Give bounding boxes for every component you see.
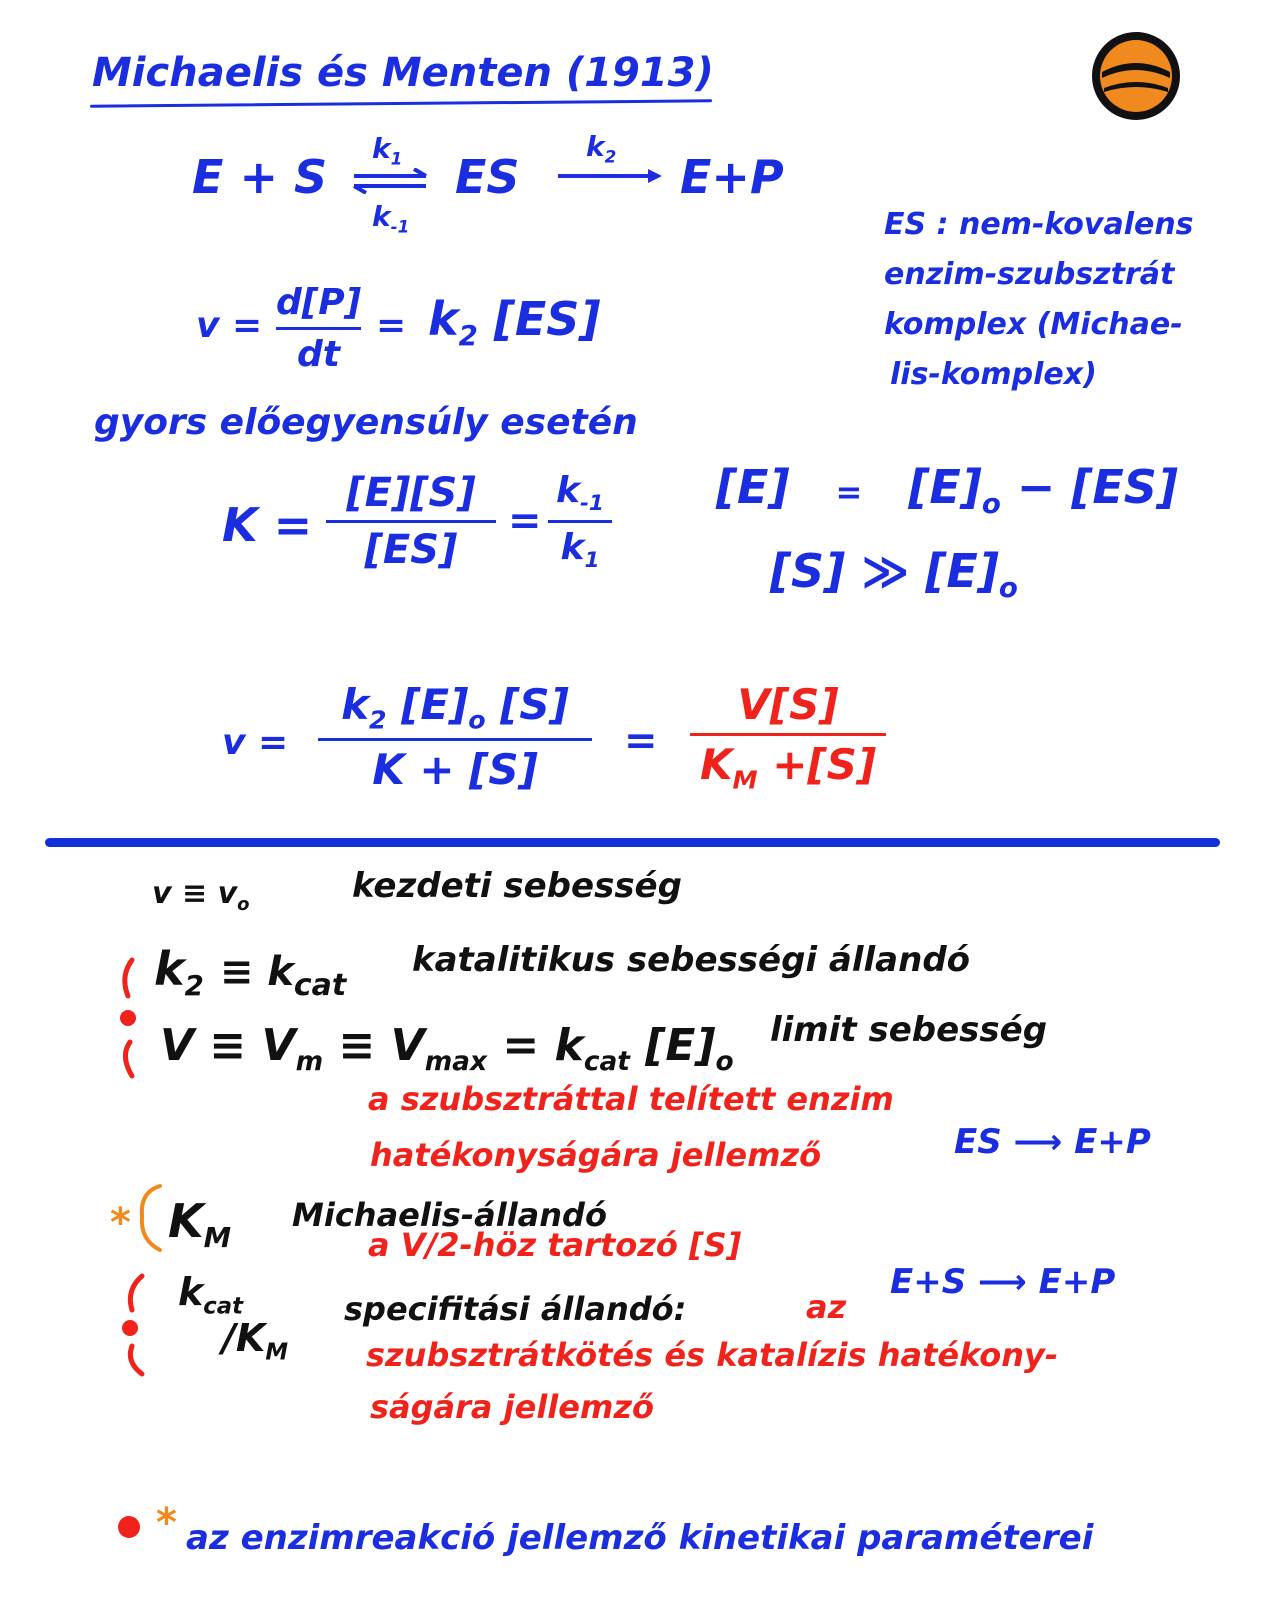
- spec-blue-reaction: E+S ⟶ E+P: [890, 1262, 1116, 1302]
- es-note: [884, 200, 1194, 400]
- fraction-bar: [548, 520, 612, 523]
- mm-eq-equals: =: [624, 718, 658, 764]
- rate-km1: $k_{-1}$: [372, 200, 410, 237]
- equilibrium-arrow-icon: [352, 168, 430, 194]
- v-def-lhs: $v \equiv v_o$: [152, 876, 250, 915]
- V-def-lhs: $V \equiv V_m \equiv V_{max} = k_{cat}$ $[E]_o$: [160, 1020, 734, 1077]
- V-red-line1: a szubsztráttal telített enzim: [368, 1080, 894, 1118]
- fraction-bar: [690, 733, 886, 736]
- V-blue-reaction: ES ⟶ E+P: [954, 1122, 1151, 1162]
- rate-eq-rhs: $k_2$ [ES]: [428, 292, 601, 353]
- reaction-left: E + S: [192, 150, 328, 204]
- mm-eq-num: $k_2$ $[E]_o$ [S]: [341, 680, 569, 735]
- fraction-bar: [318, 738, 592, 741]
- K-eq-den: [ES]: [364, 527, 458, 573]
- rate-k2: $k_2$: [586, 130, 617, 167]
- reaction-middle: ES: [455, 150, 520, 204]
- K-eq-den2: $k_1$: [560, 527, 600, 574]
- spec-def-den: $/K_M$: [222, 1316, 289, 1366]
- page-title: Michaelis és Menten (1913): [92, 50, 714, 96]
- bracket-marker-icon: [110, 952, 150, 1082]
- spec-red-line2: ságára jellemző: [370, 1388, 654, 1426]
- section-divider: [45, 838, 1220, 847]
- fraction-bar: [326, 520, 496, 523]
- mm-eq-lhs: v =: [222, 722, 289, 763]
- KM-star-marker: *: [110, 1200, 131, 1246]
- spec-red-line1: szubsztrátkötés és katalízis hatékony-: [366, 1336, 1059, 1374]
- fraction-bar: [276, 327, 361, 330]
- K-eq-fraction2: [548, 470, 612, 573]
- spec-def-text: specifitási állandó:: [344, 1290, 687, 1328]
- footnote-text: az enzimreakció jellemző kinetikai paraméterei: [186, 1518, 1094, 1558]
- es-note-line: komplex (Michae-: [884, 307, 1183, 342]
- rate-eq-lhs: v =: [196, 305, 263, 346]
- rate-eq-fraction: [276, 282, 361, 375]
- S-condition: [S] ≫ $[E]_o$: [770, 544, 1018, 605]
- mm-eq-den-red: $K_M +[S]$: [699, 740, 877, 795]
- rate-eq-den: dt: [297, 334, 341, 375]
- spec-def-lhs: $k_{cat}$: [178, 1270, 244, 1320]
- orange-bracket-icon: [130, 1180, 166, 1256]
- red-dot-marker-icon: [112, 1510, 146, 1544]
- E-balance: $[E] = [E]_o - [ES]$: [716, 460, 1178, 521]
- K-eq-equals: =: [508, 498, 542, 544]
- spec-red-az: az: [806, 1288, 847, 1326]
- mm-eq-num-red: V[S]: [737, 680, 839, 729]
- KM-def-lhs: $K_M$: [168, 1194, 232, 1255]
- rate-eq-num: d[P]: [276, 282, 362, 323]
- V-red-line2: hatékonyságára jellemző: [370, 1136, 822, 1174]
- es-note-line: enzim-szubsztrát: [884, 257, 1175, 292]
- es-note-line: ES : nem-kovalens: [884, 207, 1194, 242]
- K-eq-num2: $k_{-1}$: [556, 470, 604, 517]
- title-underline: [90, 99, 712, 107]
- k2-def-lhs: $k_2 \equiv k_{cat}$: [154, 942, 347, 1004]
- K-eq-fraction: [326, 470, 496, 573]
- V-def-text: limit sebesség: [770, 1010, 1048, 1050]
- mm-eq-den: K + [S]: [372, 745, 538, 795]
- KM-red-text: a V/2-höz tartozó [S]: [368, 1226, 742, 1264]
- mm-eq-fraction: [318, 680, 592, 794]
- K-eq-num: [E][S]: [346, 470, 476, 516]
- es-note-line: lis-komplex): [890, 357, 1097, 392]
- bracket-marker-icon: [114, 1270, 154, 1380]
- v-def-text: kezdeti sebesség: [352, 866, 682, 906]
- logo-icon: [1088, 28, 1184, 124]
- footnote-star: *: [156, 1500, 177, 1546]
- K-eq-lhs: K =: [222, 498, 313, 552]
- KM-def-text: Michaelis-állandó: [292, 1196, 607, 1234]
- mm-eq-fraction-red: [690, 680, 886, 794]
- reaction-right: E+P: [680, 150, 784, 204]
- rate-k1: $k_1$: [372, 132, 403, 169]
- k2-def-text: katalitikus sebességi állandó: [412, 940, 971, 980]
- rate-eq-equals: =: [376, 305, 407, 346]
- forward-arrow-icon: [556, 168, 664, 184]
- fast-equilibrium-label: gyors előegyensúly esetén: [94, 402, 638, 443]
